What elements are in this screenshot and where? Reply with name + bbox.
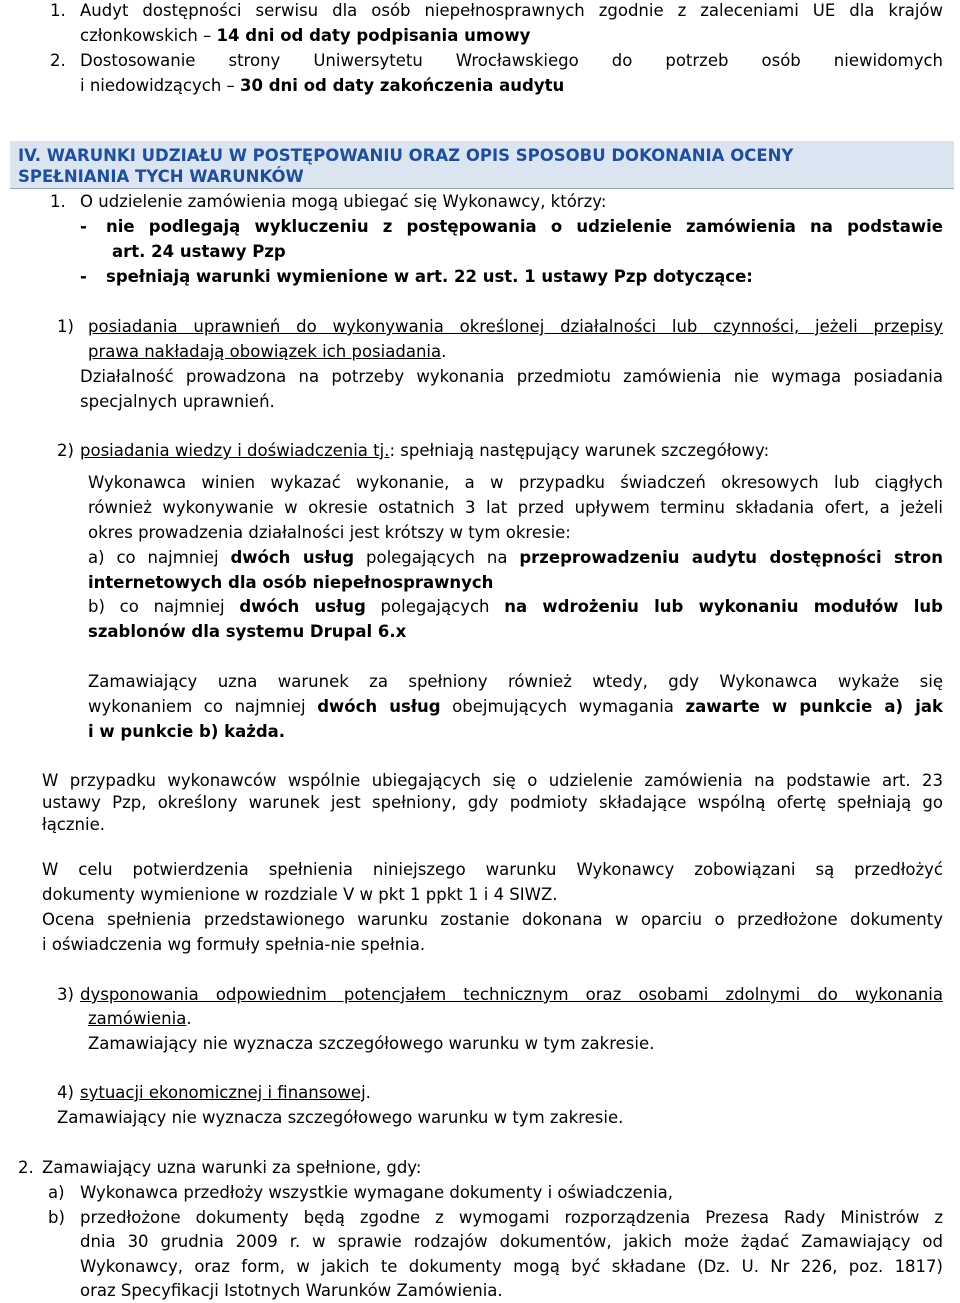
joint-bidders-line-3: łącznie. — [42, 815, 105, 834]
alternative-line-2: wykonaniem co najmniej dwóch usług obejmujących wymagania zawarte w punkcie a) jak — [88, 697, 943, 716]
condition-1-number: 1) — [57, 317, 74, 336]
condition-4-note: Zamawiający nie wyznacza szczegółowego warunku w tym zakresie. — [57, 1108, 624, 1127]
condition-1-line-1: posiadania uprawnień do wykonywania określonej działalności lub czynności, jeżeli przepisy — [88, 317, 943, 336]
condition-4-line-1: sytuacji ekonomicznej i finansowej. — [80, 1083, 371, 1102]
point-2-b-line-4: oraz Specyfikacji Istotnych Warunków Zamówienia. — [80, 1281, 503, 1300]
condition-4-number: 4) — [57, 1083, 74, 1102]
point-2-a-text: Wykonawca przedłoży wszystkie wymagane dokumenty i oświadczenia, — [80, 1183, 674, 1202]
alternative-line-1: Zamawiający uzna warunek za spełniony również wtedy, gdy Wykonawca wykaże się — [88, 672, 943, 691]
condition-3-line-2: zamówienia. — [88, 1009, 192, 1028]
dash-1: - — [80, 217, 87, 236]
joint-bidders-line-2: ustawy Pzp, określony warunek jest spełniony, gdy podmioty składające wspólną ofertę spełniają go — [42, 793, 943, 812]
point-2-a-letter: a) — [48, 1183, 65, 1202]
intro-item-2-number: 2. — [50, 51, 66, 70]
point-1-intro: O udzielenie zamówienia mogą ubiegać się Wykonawcy, którzy: — [80, 192, 607, 211]
condition-3-number: 3) — [57, 985, 74, 1004]
point-1-number: 1. — [50, 192, 66, 211]
condition-not-excluded-line-1: nie podlegają wykluczeniu z postępowania o udzielenie zamówienia na podstawie — [106, 217, 943, 236]
point-2-intro: Zamawiający uzna warunki za spełnione, gdy: — [42, 1158, 422, 1177]
evaluation-line-1: Ocena spełnienia przedstawionego warunku zostanie dokonana w oparciu o przedłożone dokumenty — [42, 910, 943, 929]
section-title-line-1: IV. WARUNKI UDZIAŁU W POSTĘPOWANIU ORAZ OPIS SPOSOBU DOKONANIA OCENY — [18, 146, 794, 165]
point-2-b-letter: b) — [48, 1208, 65, 1227]
alternative-line-3: i w punkcie b) każda. — [88, 722, 286, 741]
condition-1-line-2: prawa nakładają obowiązek ich posiadania. — [88, 342, 447, 361]
evaluation-line-2: i oświadczenia wg formuły spełnia-nie spełnia. — [42, 935, 426, 954]
condition-3-line-1: dysponowania odpowiednim potencjałem technicznym oraz osobami zdolnymi do wykonania — [80, 985, 943, 1004]
point-2-b-line-1: przedłożone dokumenty będą zgodne z wymogami rozporządzenia Prezesa Rady Ministrów z — [80, 1208, 943, 1227]
intro-item-1-number: 1. — [50, 1, 66, 20]
point-2-b-line-3: Wykonawcy, oraz form, w jakich te dokumenty mogą być składane (Dz. U. Nr 226, poz. 1817) — [80, 1257, 943, 1276]
condition-requirements: spełniają warunki wymienione w art. 22 ust. 1 ustawy Pzp dotyczące: — [106, 267, 753, 286]
experience-a-line-2: internetowych dla osób niepełnosprawnych — [88, 573, 494, 592]
experience-b-line-2: szablonów dla systemu Drupal 6.x — [88, 622, 407, 641]
point-2-number: 2. — [18, 1158, 34, 1177]
joint-bidders-line-1: W przypadku wykonawców wspólnie ubiegających się o udzielenie zamówienia na podstawie art. 23 — [42, 771, 943, 790]
condition-1-note-line-2: specjalnych uprawnień. — [80, 392, 275, 411]
condition-2-heading: posiadania wiedzy i doświadczenia tj.: spełniają następujący warunek szczegółowy: — [80, 441, 770, 460]
section-heading — [10, 141, 954, 189]
experience-line-1: Wykonawca winien wykazać wykonanie, a w przypadku świadczeń okresowych lub ciągłych — [88, 473, 943, 492]
experience-line-3: okres prowadzenia działalności jest krótszy w tym okresie: — [88, 523, 571, 542]
intro-item-2-line-2: i niedowidzących – 30 dni od daty zakończenia audytu — [80, 76, 565, 95]
condition-not-excluded-line-2: art. 24 ustawy Pzp — [112, 242, 286, 261]
experience-a-line-1: a) co najmniej dwóch usług polegających na przeprowadzeniu audytu dostępności stron — [88, 548, 943, 567]
intro-item-1-line-2: członkowskich – 14 dni od daty podpisania umowy — [80, 26, 531, 45]
confirmation-line-2: dokumenty wymienione w rozdziale V w pkt 1 ppkt 1 i 4 SIWZ. — [42, 885, 558, 904]
intro-item-2-line-1: Dostosowanie strony Uniwersytetu Wrocławskiego do potrzeb osób niewidomych — [80, 51, 943, 70]
section-title-line-2: SPEŁNIANIA TYCH WARUNKÓW — [18, 167, 304, 186]
confirmation-line-1: W celu potwierdzenia spełnienia niniejszego warunku Wykonawcy zobowiązani są przedłożyć — [42, 860, 943, 879]
experience-b-line-1: b) co najmniej dwóch usług polegających na wdrożeniu lub wykonaniu modułów lub — [88, 597, 943, 616]
condition-3-note: Zamawiający nie wyznacza szczegółowego warunku w tym zakresie. — [88, 1034, 655, 1053]
condition-1-note-line-1: Działalność prowadzona na potrzeby wykonania przedmiotu zamówienia nie wymaga posiadania — [80, 367, 943, 386]
condition-2-number: 2) — [57, 441, 74, 460]
dash-2: - — [80, 267, 87, 286]
intro-item-1-line-1: Audyt dostępności serwisu dla osób niepełnosprawnych zgodnie z zaleceniami UE dla krajów — [80, 1, 943, 20]
point-2-b-line-2: dnia 30 grudnia 2009 r. w sprawie rodzajów dokumentów, jakich może żądać Zamawiający od — [80, 1232, 943, 1251]
experience-line-2: również wykonywanie w okresie ostatnich 3 lat przed upływem terminu składania ofert, a jeżeli — [88, 498, 943, 517]
